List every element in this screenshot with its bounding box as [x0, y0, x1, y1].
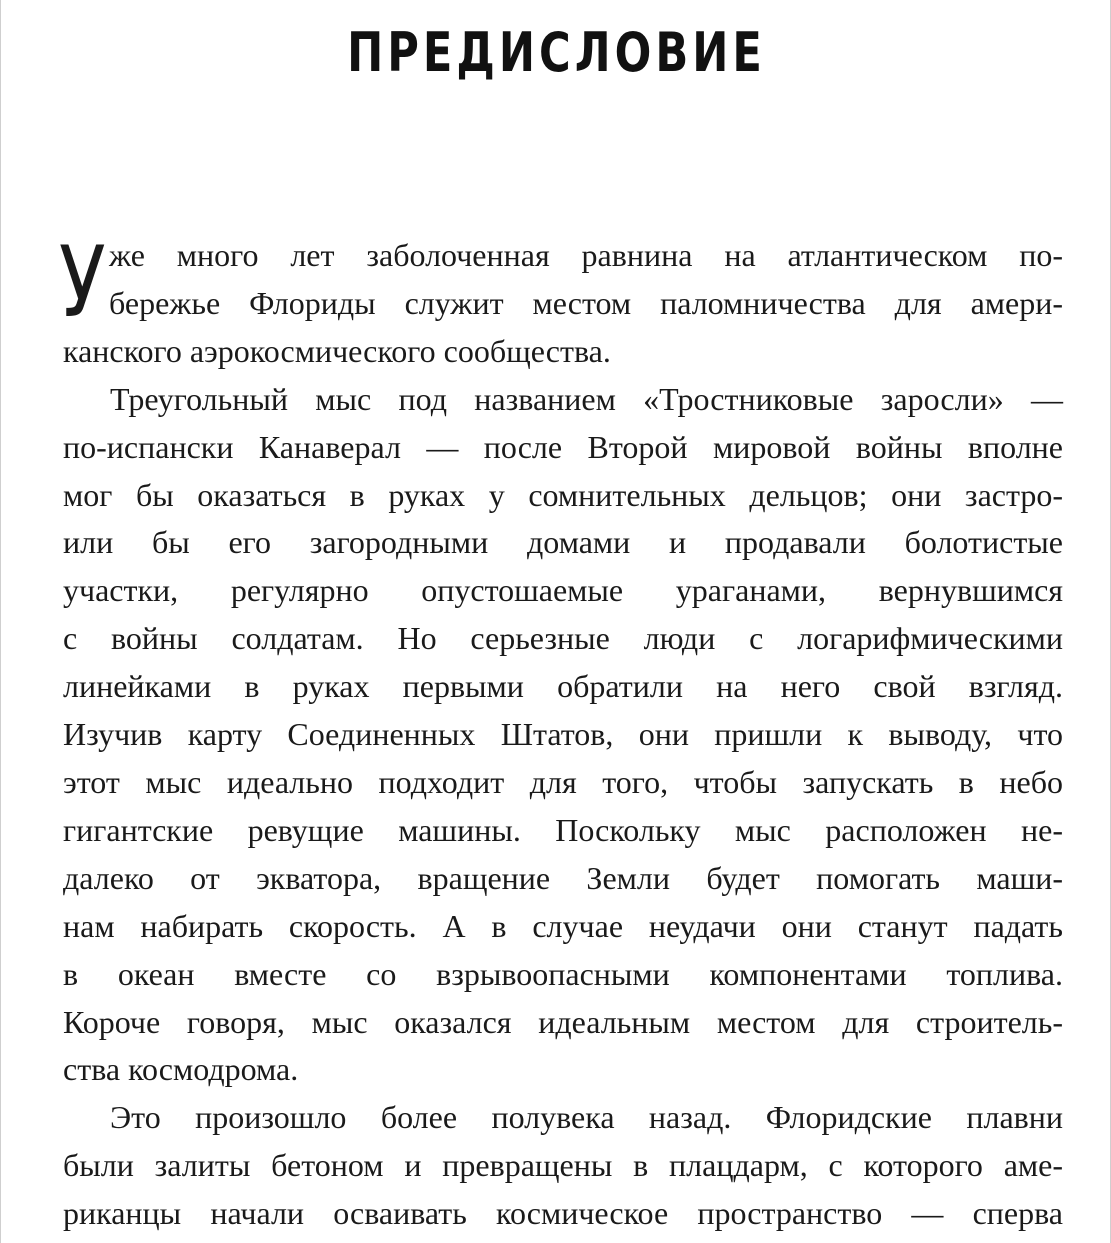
- text-line: по-испански Канаверал — после Второй мировой войны вполне: [63, 428, 1063, 465]
- paragraph-3: [63, 1094, 1063, 1238]
- text-line: Изучив карту Соединенных Штатов, они пришли к выводу, что: [63, 716, 1063, 753]
- text-line: канского аэрокосмического сообщества.: [63, 332, 611, 369]
- text-line: линейками в руках первыми обратили на него свой взгляд.: [63, 668, 1063, 705]
- text-line: риканцы начали осваивать космическое пространство — сперва: [63, 1195, 1063, 1232]
- text-line: же много лет заболоченная равнина на атлантическом по-: [109, 237, 1063, 273]
- text-line: были залиты бетоном и превращены в плацдарм, с которого аме-: [63, 1147, 1063, 1184]
- chapter-body: [59, 226, 1063, 1238]
- text-line: мог бы оказаться в руках у сомнительных дельцов; они застро-: [63, 476, 1063, 513]
- text-line: ства космодрома.: [63, 1051, 299, 1088]
- text-line: далеко от экватора, вращение Земли будет помогать маши-: [63, 859, 1063, 896]
- text-line: Треугольный мыс под названием «Тростниковые заросли» —: [110, 380, 1063, 417]
- text-line: нам набирать скорость. А в случае неудачи они станут падать: [63, 907, 1063, 944]
- text-line: этот мыс идеально подходит для того, чтобы запускать в небо: [63, 763, 1063, 800]
- text-line: бережье Флориды служит местом паломничества для амери-: [109, 284, 1063, 321]
- paragraph-2: [63, 376, 1063, 1095]
- text-line: Короче говоря, мыс оказался идеальным местом для строитель-: [63, 1003, 1063, 1040]
- text-line: Это произошло более полувека назад. Флоридские плавни: [110, 1099, 1063, 1136]
- text-line: или бы его загородными домами и продавали болотистые: [63, 524, 1063, 561]
- text-line: участки, регулярно опустошаемые ураганами, вернувшимся: [63, 572, 1063, 609]
- text-line: в океан вместе со взрывоопасными компонентами топлива.: [63, 955, 1063, 992]
- text-line: с войны солдатам. Но серьезные люди с логарифмическими: [63, 620, 1063, 657]
- chapter-title: ПРЕДИСЛОВИЕ: [347, 21, 766, 84]
- text-line: гигантские ревущие машины. Поскольку мыс расположен не-: [63, 811, 1063, 848]
- paragraph-1: [59, 226, 1063, 376]
- drop-cap: У: [59, 226, 106, 340]
